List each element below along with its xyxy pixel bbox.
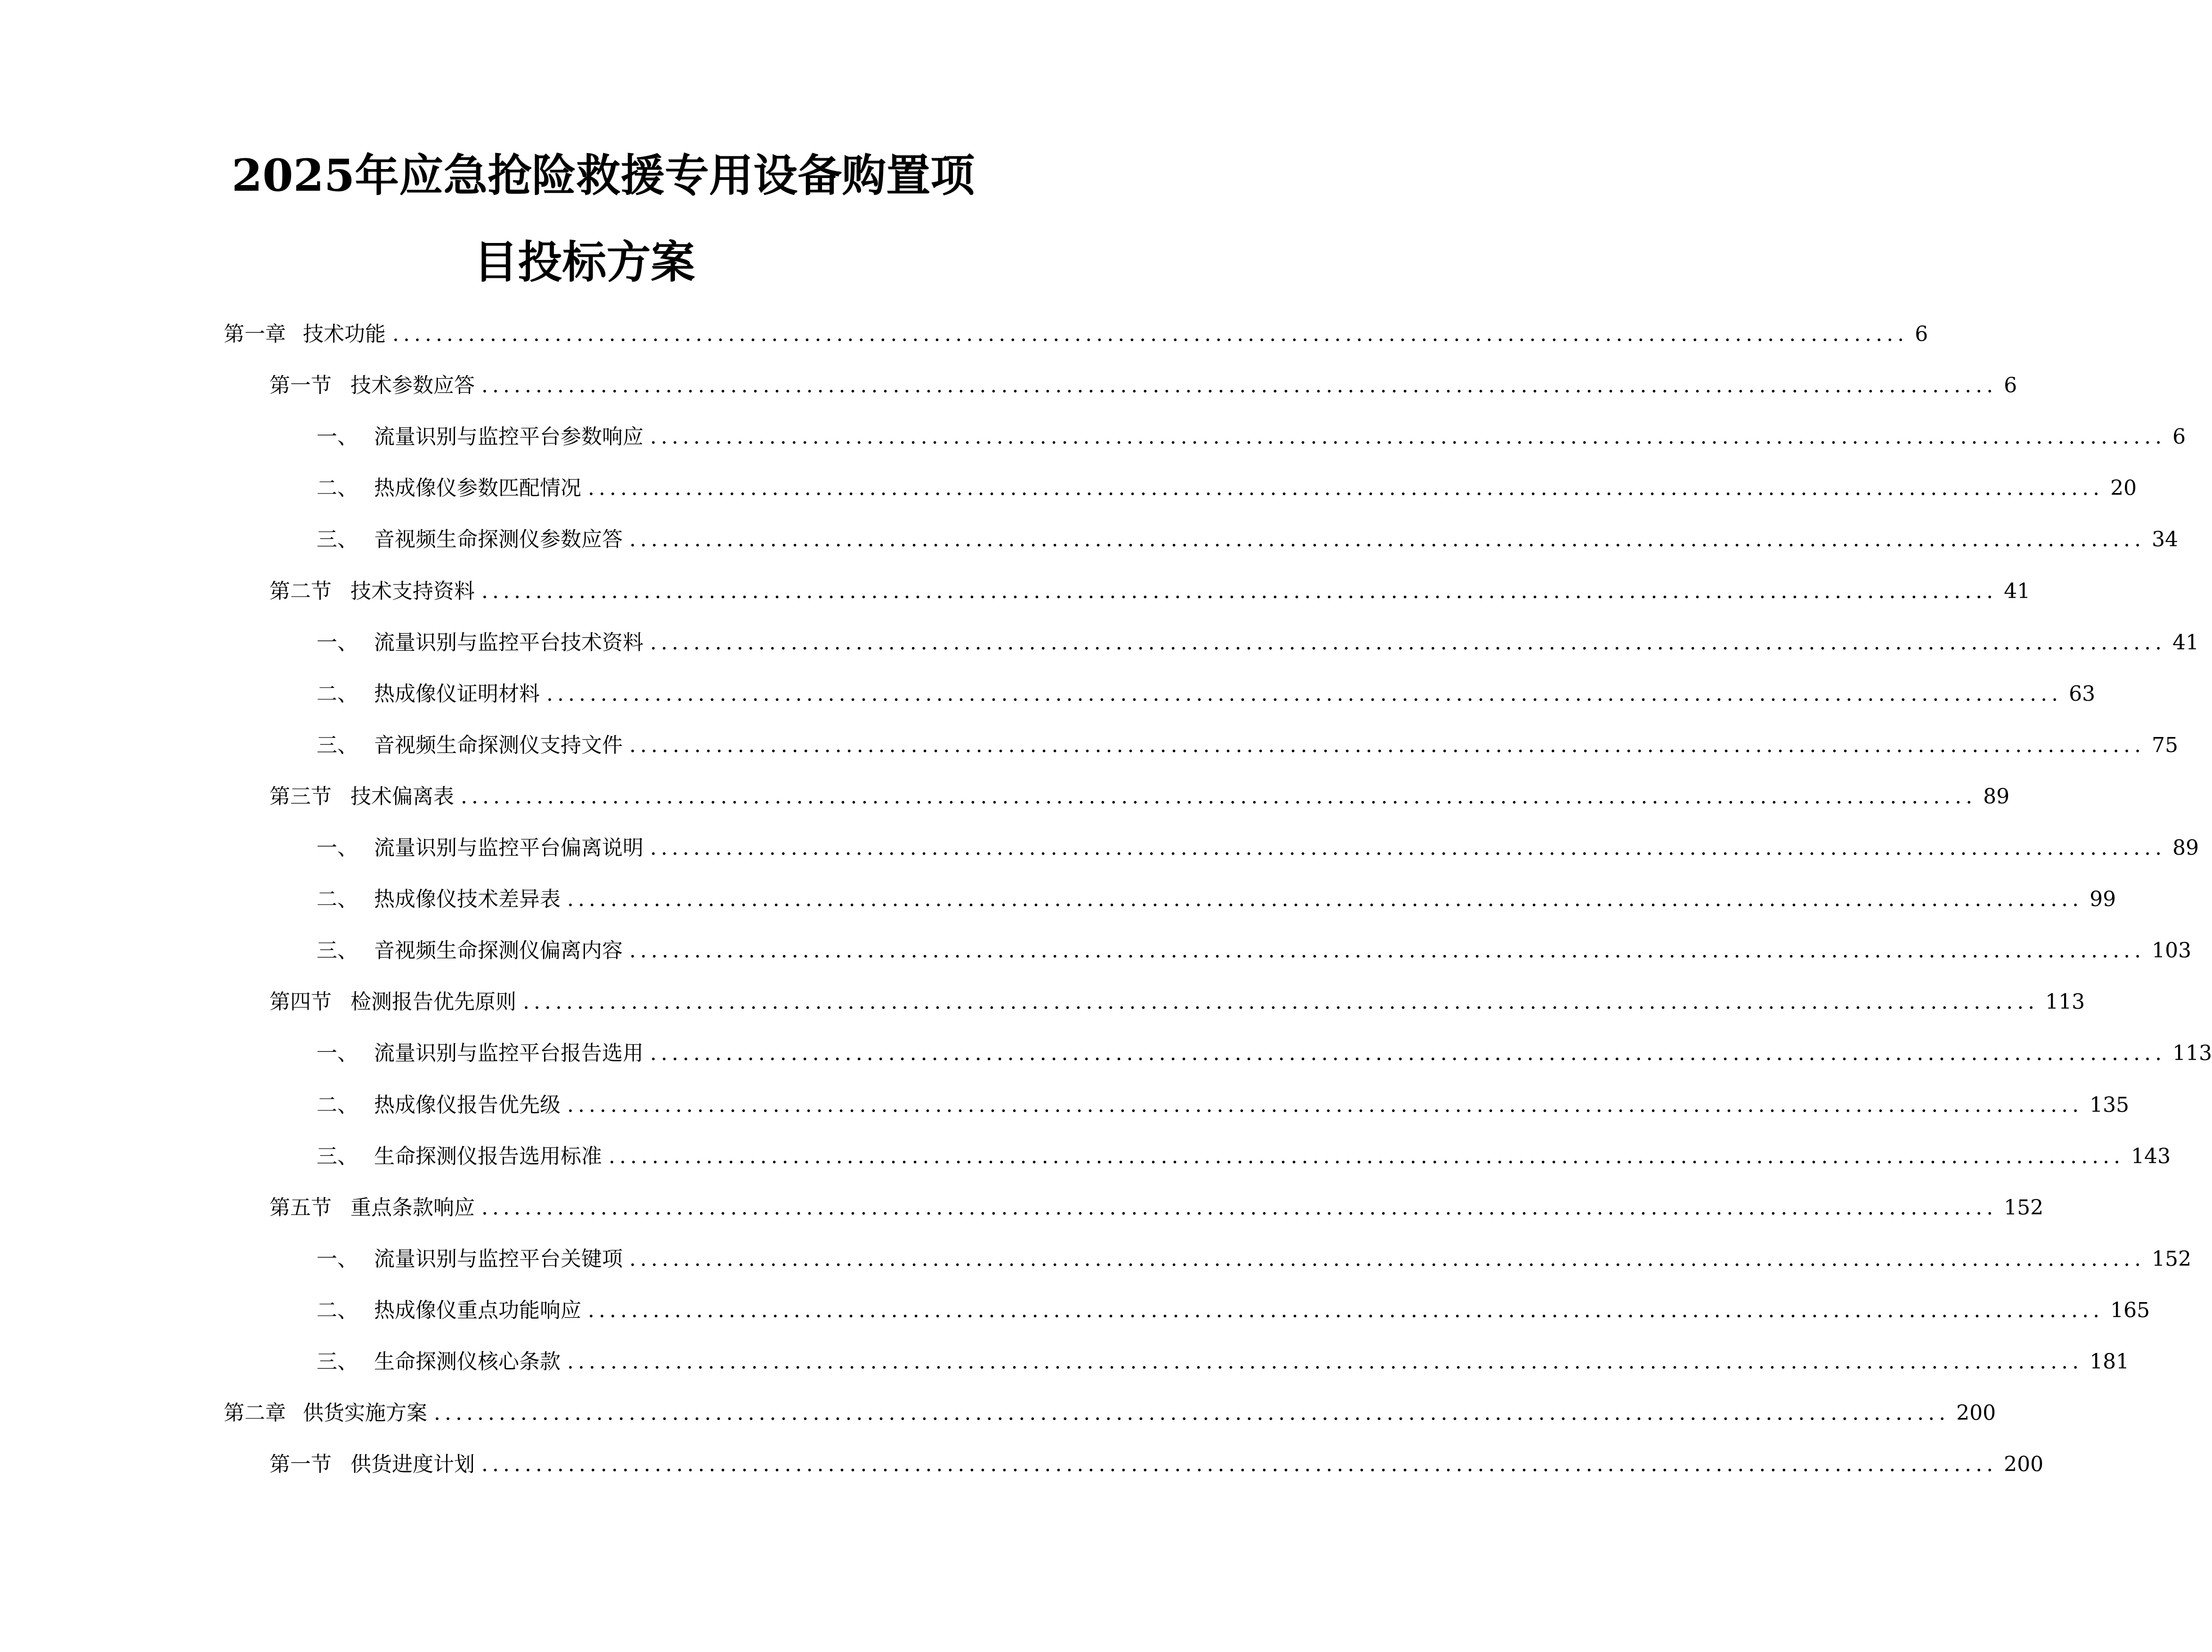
toc-entry-label: 音视频生命探测仪偏离内容: [374, 939, 623, 963]
toc-entry[interactable]: [317, 885, 2116, 914]
toc-entry[interactable]: [317, 834, 2199, 862]
toc-entry-label: 音视频生命探测仪支持文件: [374, 733, 623, 757]
toc-entry-label: 供货进度计划: [350, 1452, 475, 1476]
toc-page-number: 6: [1915, 322, 1928, 346]
toc-page-number: 135: [2090, 1093, 2130, 1117]
toc-entry[interactable]: [317, 526, 2179, 554]
toc-entry-label: 技术功能: [303, 322, 386, 346]
toc-entry[interactable]: [317, 1245, 2192, 1273]
toc-entry-label: 热成像仪参数匹配情况: [374, 476, 581, 500]
toc-entry[interactable]: [224, 320, 1928, 348]
toc-entry[interactable]: [317, 680, 2096, 708]
toc-entry-number: 一、: [317, 836, 358, 860]
toc-entry[interactable]: [317, 937, 2192, 965]
toc-entry-label: 重点条款响应: [350, 1196, 475, 1220]
toc-entry[interactable]: [317, 731, 2179, 760]
toc-page-number: 152: [2004, 1196, 2044, 1220]
toc-entry-number: 第一节: [269, 1452, 332, 1476]
toc-entry[interactable]: [269, 1194, 2044, 1222]
toc-entry-label: 生命探测仪核心条款: [374, 1350, 561, 1374]
toc-page-number: 41: [2172, 631, 2199, 655]
toc-dot-leader: ............................................................................................................................................: [609, 1144, 2125, 1168]
toc-page-number: 200: [1956, 1401, 1996, 1425]
toc-entry-label: 检测报告优先原则: [350, 990, 516, 1014]
toc-dot-leader: ............................................................................................................................................: [588, 476, 2104, 500]
toc-entry-label: 音视频生命探测仪参数应答: [374, 527, 623, 551]
toc-entry[interactable]: [317, 1091, 2130, 1119]
toc-entry-number: 第一节: [269, 373, 332, 397]
toc-page-number: 103: [2152, 939, 2192, 963]
toc-entry[interactable]: [224, 1399, 1996, 1427]
toc-entry[interactable]: [317, 1296, 2150, 1325]
toc-entry-number: 一、: [317, 1247, 358, 1271]
toc-entry[interactable]: [317, 1348, 2130, 1376]
toc-page-number: 181: [2090, 1350, 2130, 1374]
toc-dot-leader: ............................................................................................................................................: [481, 373, 1998, 397]
toc-entry-label: 流量识别与监控平台参数响应: [374, 425, 643, 449]
toc-entry-number: 一、: [317, 1041, 358, 1065]
toc-entry-number: 三、: [317, 733, 358, 757]
toc-entry[interactable]: [317, 1039, 2212, 1068]
toc-entry[interactable]: [269, 1450, 2044, 1479]
toc-entry[interactable]: [269, 783, 2010, 811]
toc-dot-leader: ............................................................................................................................................: [650, 836, 2166, 860]
toc-entry-number: 第二节: [269, 579, 332, 603]
toc-entry-label: 热成像仪技术差异表: [374, 887, 561, 911]
toc-dot-leader: ............................................................................................................................................: [629, 527, 2146, 551]
toc-page-number: 34: [2152, 527, 2179, 551]
toc-entry[interactable]: [269, 577, 2031, 606]
toc-page-number: 20: [2110, 476, 2137, 500]
toc-entry-number: 一、: [317, 425, 358, 449]
toc-entry[interactable]: [317, 474, 2137, 502]
toc-entry-label: 流量识别与监控平台报告选用: [374, 1041, 643, 1065]
toc-page-number: 152: [2152, 1247, 2192, 1271]
toc-entry-label: 技术参数应答: [350, 373, 475, 397]
toc-dot-leader: ............................................................................................................................................: [650, 631, 2166, 655]
toc-entry-label: 热成像仪重点功能响应: [374, 1298, 581, 1322]
toc-page-number: 200: [2004, 1452, 2044, 1476]
toc-entry-number: 二、: [317, 1093, 358, 1117]
toc-entry-label: 供货实施方案: [303, 1401, 427, 1425]
toc-dot-leader: ............................................................................................................................................: [629, 939, 2146, 963]
toc-entry-number: 一、: [317, 631, 358, 655]
toc-dot-leader: ............................................................................................................................................: [546, 682, 2063, 706]
toc-entry-label: 热成像仪证明材料: [374, 682, 540, 706]
toc-entry-number: 三、: [317, 1144, 358, 1168]
toc-page-number: 99: [2090, 887, 2116, 911]
toc-page-number: 6: [2172, 425, 2186, 449]
toc-dot-leader: ............................................................................................................................................: [650, 1041, 2166, 1065]
toc-entry[interactable]: [269, 988, 2085, 1016]
toc-entry[interactable]: [317, 629, 2199, 657]
toc-dot-leader: ............................................................................................................................................: [567, 1093, 2083, 1117]
toc-dot-leader: ............................................................................................................................................: [434, 1401, 1950, 1425]
toc-entry-number: 三、: [317, 1350, 358, 1374]
toc-entry-number: 第四节: [269, 990, 332, 1014]
toc-entry-label: 热成像仪报告优先级: [374, 1093, 561, 1117]
document-title-line-2: 目投标方案: [473, 236, 695, 288]
toc-dot-leader: ............................................................................................................................................: [567, 1350, 2083, 1374]
toc-page-number: 143: [2131, 1144, 2171, 1168]
toc-page-number: 113: [2172, 1041, 2212, 1065]
toc-entry-number: 第一章: [224, 322, 286, 346]
toc-dot-leader: ............................................................................................................................................: [392, 322, 1909, 346]
toc-entry[interactable]: [317, 1142, 2171, 1171]
toc-page-number: 89: [1983, 785, 2010, 809]
toc-page-number: 6: [2004, 373, 2017, 397]
toc-dot-leader: ............................................................................................................................................: [588, 1298, 2104, 1322]
toc-page-number: 41: [2004, 579, 2031, 603]
toc-dot-leader: ............................................................................................................................................: [461, 785, 1977, 809]
toc-entry-number: 第五节: [269, 1196, 332, 1220]
toc-page-number: 75: [2152, 733, 2179, 757]
toc-entry-label: 生命探测仪报告选用标准: [374, 1144, 602, 1168]
toc-dot-leader: ............................................................................................................................................: [481, 1196, 1998, 1220]
toc-dot-leader: ............................................................................................................................................: [523, 990, 2039, 1014]
toc-entry-label: 流量识别与监控平台技术资料: [374, 631, 643, 655]
toc-dot-leader: ............................................................................................................................................: [629, 733, 2146, 757]
toc-entry-number: 三、: [317, 527, 358, 551]
toc-entry-number: 二、: [317, 476, 358, 500]
toc-dot-leader: ............................................................................................................................................: [481, 579, 1998, 603]
document-title-line-1: 2025年应急抢险救援专用设备购置项: [231, 150, 975, 202]
toc-entry-number: 二、: [317, 1298, 358, 1322]
toc-entry-number: 第二章: [224, 1401, 286, 1425]
toc-dot-leader: ............................................................................................................................................: [481, 1452, 1998, 1476]
toc-entry-number: 第三节: [269, 785, 332, 809]
toc-entry-label: 流量识别与监控平台偏离说明: [374, 836, 643, 860]
toc-entry-number: 三、: [317, 939, 358, 963]
toc-entry-label: 流量识别与监控平台关键项: [374, 1247, 623, 1271]
toc-page-number: 113: [2045, 990, 2085, 1014]
toc-page-number: 89: [2172, 836, 2199, 860]
toc-entry-number: 二、: [317, 682, 358, 706]
toc-entry[interactable]: [269, 372, 2017, 400]
toc-entry-label: 技术支持资料: [350, 579, 475, 603]
toc-dot-leader: ............................................................................................................................................: [650, 425, 2166, 449]
toc-entry[interactable]: [317, 423, 2186, 451]
toc-entry-number: 二、: [317, 887, 358, 911]
toc-page-number: 63: [2069, 682, 2096, 706]
toc-entry-label: 技术偏离表: [350, 785, 454, 809]
toc-page-number: 165: [2110, 1298, 2150, 1322]
toc-dot-leader: ............................................................................................................................................: [567, 887, 2083, 911]
toc-dot-leader: ............................................................................................................................................: [629, 1247, 2146, 1271]
